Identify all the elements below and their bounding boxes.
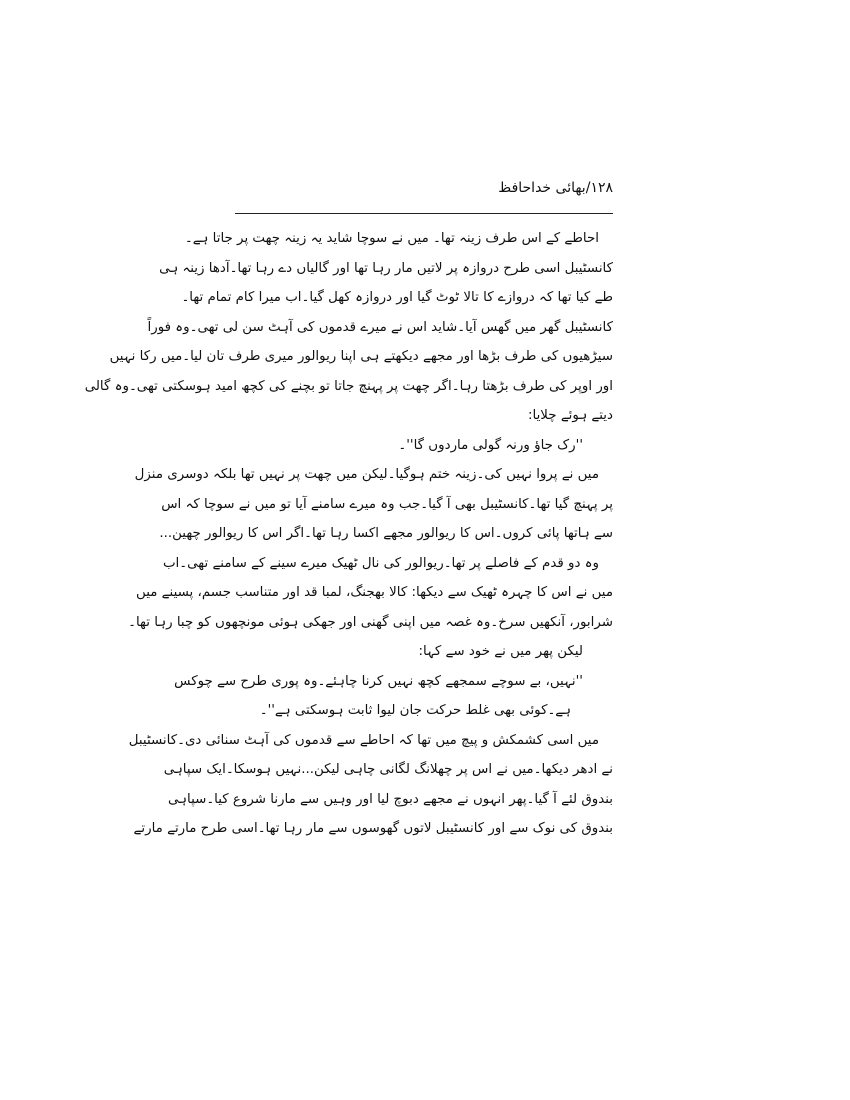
text-line: طے کیا تھا کہ دروازے کا تالا ٹوٹ گیا اور دروازہ کھل گیا۔اب میرا کام تمام تھا۔ bbox=[181, 290, 613, 305]
text-line: اور اوپر کی طرف بڑھتا رہا۔اگر چھت پر پہنچ جاتا تو بچنے کی کچھ امید ہوسکتی تھی۔وہ گالی bbox=[84, 378, 613, 394]
text-line: کانسٹیبل گھر میں گھس آیا۔شاید اس نے میرے قدموں کی آہٹ سن لی تھی۔وہ فوراً bbox=[147, 319, 613, 335]
text-line: ''نہیں، بے سوچے سمجھے کچھ نہیں کرنا چاہئے۔وہ پوری طرح سے چوکس bbox=[174, 673, 583, 689]
header-rule bbox=[235, 213, 613, 214]
text-line: شرابور، آنکھیں سرخ۔وہ غصہ میں اپنی گھنی اور جھکی ہوئی مونچھوں کو چبا رہا تھا۔ bbox=[128, 614, 613, 630]
text-line: وہ دو قدم کے فاصلے پر تھا۔ریوالور کی نال ٹھیک میرے سینے کے سامنے تھی۔اب bbox=[162, 555, 599, 571]
text-line: میں نے پروا نہیں کی۔زینہ ختم ہوگیا۔لیکن میں چھت پر نہیں تھا بلکہ دوسری منزل bbox=[134, 467, 599, 482]
text-line: نے ادھر دیکھا۔میں نے اس پر چھلانگ لگانی چاہی لیکن...نہیں ہوسکا۔ایک سپاہی bbox=[163, 762, 613, 777]
body-text bbox=[84, 224, 613, 904]
text-line: لیکن پھر میں نے خود سے کہا: bbox=[418, 644, 583, 659]
text-line: دیتے ہوئے چلایا: bbox=[527, 408, 613, 423]
text-line: بندوق لئے آ گیا۔پھر انہوں نے مجھے دبوچ لیا اور وہیں سے مارنا شروع کیا۔سپاہی bbox=[167, 791, 613, 807]
text-line: سیڑھیوں کی طرف بڑھا اور مجھے دیکھتے ہی اپنا ریوالور میری طرف تان لیا۔میں رکا نہیں bbox=[109, 349, 613, 364]
text-line: ''رک جاؤ ورنہ گولی ماردوں گا''۔ bbox=[398, 437, 583, 453]
text-line: پر پہنچ گیا تھا۔کانسٹیبل بھی آ گیا۔جب وہ میرے سامنے آیا تو میں نے سوچا کہ اس bbox=[161, 496, 613, 512]
text-line: سے ہاتھا پائی کروں۔اس کا ریوالور مجھے اکسا رہا تھا۔اگر اس کا ریوالور چھین... bbox=[159, 526, 613, 541]
text-line: کانسٹیبل اسی طرح دروازہ پر لاتیں مار رہا تھا اور گالیاں دے رہا تھا۔آدھا زینہ ہی bbox=[159, 260, 613, 276]
running-header: ۱۲۸/بھائی خداحافظ bbox=[498, 180, 613, 196]
text-line: احاطے کے اس طرف زینہ تھا۔ میں نے سوچا شاید یہ زینہ چھت پر جاتا ہے۔ bbox=[184, 231, 599, 246]
text-line: ہے۔کوئی بھی غلط حرکت جان لیوا ثابت ہوسکتی ہے''۔ bbox=[259, 703, 571, 718]
text-line: میں اسی کشمکش و پیچ میں تھا کہ احاطے سے قدموں کی آہٹ سنائی دی۔کانسٹیبل bbox=[128, 732, 599, 748]
text-line: بندوق کی نوک سے اور کانسٹیبل لاتوں گھوسوں سے مار رہا تھا۔اسی طرح مارتے مارتے bbox=[133, 821, 613, 836]
text-line: میں نے اس کا چہرہ ٹھیک سے دیکھا: کالا بھجنگ، لمبا قد اور متناسب جسم، پسینے میں bbox=[136, 585, 613, 600]
